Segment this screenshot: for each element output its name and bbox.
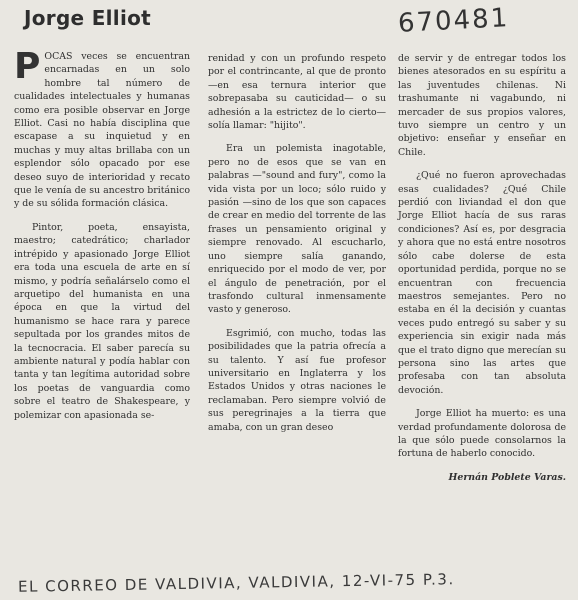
author-signature: Hernán Poblete Varas.: [448, 471, 566, 483]
article-paragraph: [14, 46, 190, 211]
article-paragraph: Esgrimió, con mucho, todas las posibilidades que la patria ofrecía a su talento. Y así fue profesor universitario en Inglaterra y los Estados Unidos y otras naciones le reclamaban. Pero siempre volvió de sus peregrinajes a la tierra que amaba, con un gran deseo: [208, 327, 386, 433]
article-paragraph: Pintor, poeta, ensayista, maestro; catedrático; charlador intrépido y apasionado Jorge Elliot era toda una escuela de arte en sí mismo, y podría señalárselo como el arquetipo del humanista en una época en que la virtud del humanismo se hace rara y parece sepultada por los grandes mitos de la tecnocracia. El saber parecía su ambiente natural y podía hablar con tanta y tan legítima autoridad sobre los poetas de vanguardia como sobre el teatro de Shakespeare, y polemizar con apasionada se-: [14, 221, 190, 421]
article-column-2: [208, 52, 386, 444]
article-paragraph: de servir y de entregar todos los bienes atesorados en su espíritu a las juventudes chilenas. Ni trashumante ni vagabundo, ni mercader de sus propios valores, tuvo siempre un centro y un objetivo: enseñar y enseñar en Chile.: [398, 53, 566, 158]
article-column-1: [14, 46, 190, 432]
handwritten-catalog-number: 670481: [397, 3, 510, 39]
article-title: Jorge Elliot: [24, 6, 152, 30]
drop-cap: P: [14, 46, 41, 87]
article-paragraph: ¿Qué no fueron aprovechadas esas cualidades? ¿Qué Chile perdió con liviandad el don que Jorge Elliot hacía de sus raras condiciones? Así es, por desgracia y ahora que no está entre nosotros sólo cabe dolerse de esta oportunidad perdida, porque no se encuentran con frecuencia maestros semejantes. Pero no estaba en él la decisión y cuantas veces pudo entregó su saber y su experiencia sin exigir nada más que el trato digno que merecían su persona sino las artes que profesaba con tan absoluta devoción.: [398, 170, 566, 396]
handwritten-source-note: EL CORREO DE VALDIVIA, VALDIVIA, 12-VI-75 P.3.: [17, 570, 455, 596]
article-paragraph: renidad y con un profundo respeto por el contrincante, al que de pronto —en esa ternura interior que sobrepasaba su cauticidad— o su adhesión a la estrictez de lo cierto— solía llamar: "hijito".: [208, 53, 386, 132]
article-column-3: [398, 52, 566, 484]
paragraph-text: OCAS veces se encuentran encarnadas en un solo hombre tal número de cualidades intelectuales y humanas como era posible observar en Jorge Elliot. Casi no había disciplina que escapase a su inquietud y en muchas y muy altas brillaba con un esplendor sólo opacado por ese deseo suyo de interioridad y recato que le venía de su ancestro británico y de su sólida formación clásica.: [14, 51, 190, 210]
article-paragraph: Era un polemista inagotable, pero no de esos que se van en palabras —"sound and fury", como la vida vista por un loco; sólo ruido y pasión —sino de los que son capaces de crear en medio del torrente de las frases un pensamiento original y siempre renovado. Al escucharlo, uno siempre salía ganando, enriquecido por el modo de ver, por el ángulo de penetración, por el trasfondo cultural inmensamente vasto y generoso.: [208, 143, 386, 316]
article-paragraph: Jorge Elliot ha muerto: es una verdad profundamente dolorosa de la que sólo puede consolarnos la fortuna de haberlo conocido.: [398, 408, 566, 460]
